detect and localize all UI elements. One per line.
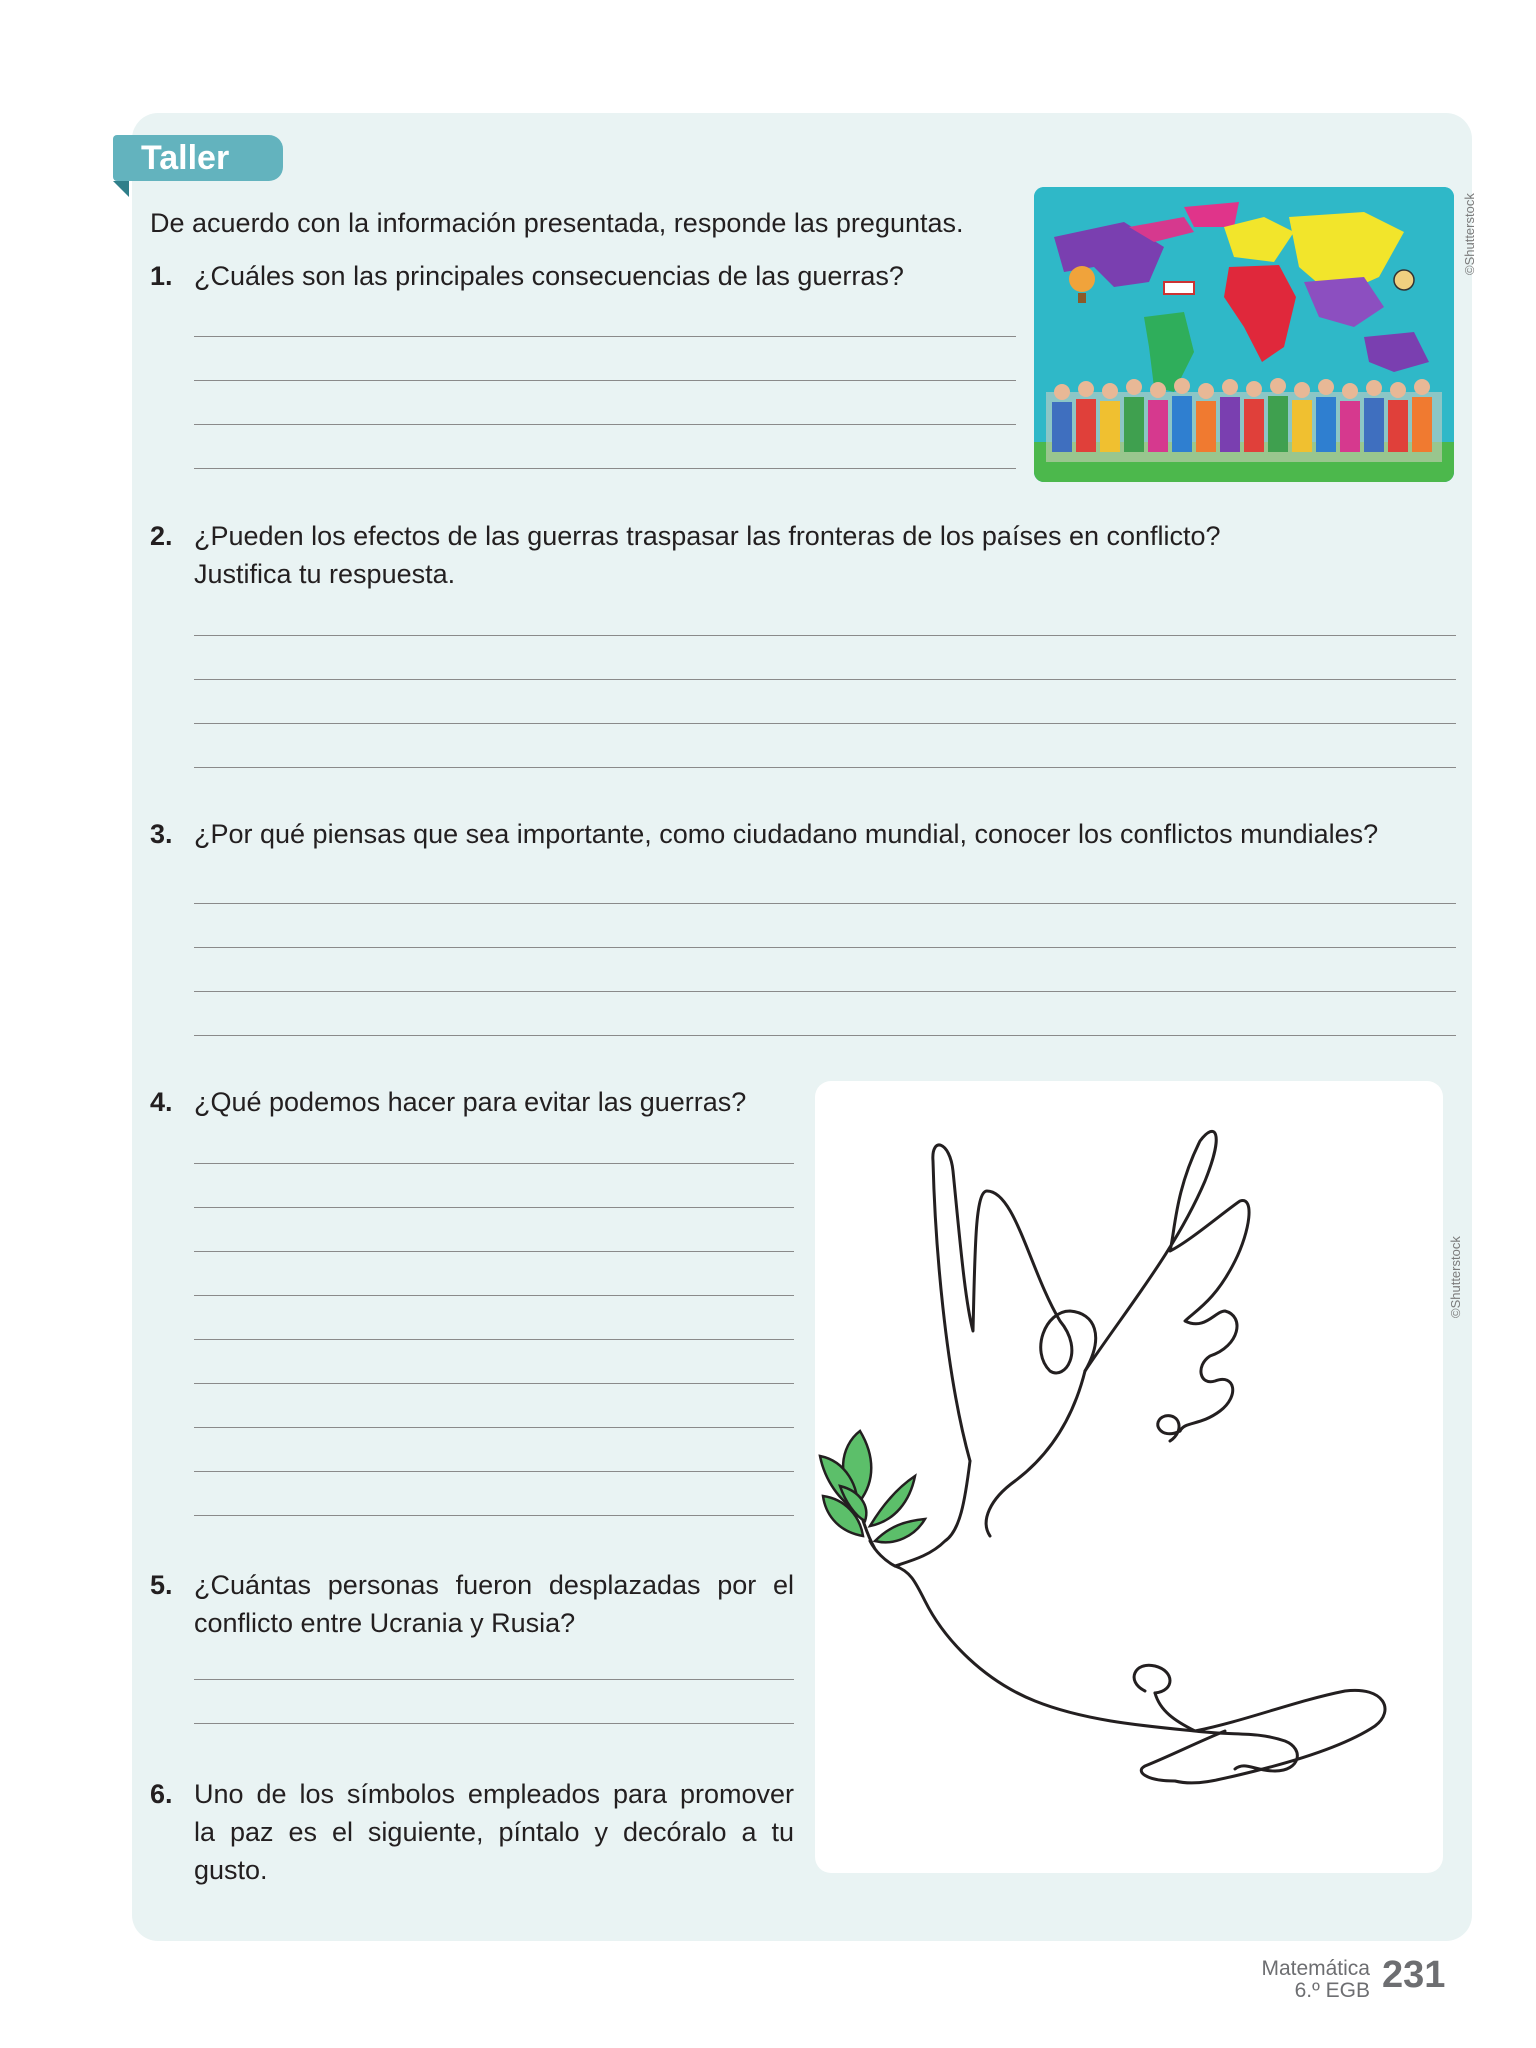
intro-text: De acuerdo con la información presentada, responde las preguntas. — [150, 208, 964, 238]
question-3-text: ¿Por qué piensas que sea importante, como ciudadano mundial, conocer los conflictos mundiales? — [194, 819, 1379, 849]
olive-leaves-icon — [820, 1431, 925, 1542]
tab-fold — [113, 181, 129, 197]
answer-line[interactable] — [194, 1251, 794, 1252]
question-2-number: 2. — [150, 521, 173, 551]
question-2-text-line-2: Justifica tu respuesta. — [194, 559, 456, 589]
answer-line[interactable] — [194, 1295, 794, 1296]
page-number: 231 — [1382, 1954, 1446, 1996]
answer-line[interactable] — [194, 1679, 794, 1680]
answer-line[interactable] — [194, 1163, 794, 1164]
answer-line[interactable] — [194, 1207, 794, 1208]
answer-line[interactable] — [194, 1515, 794, 1516]
answer-line[interactable] — [194, 1383, 794, 1384]
answer-line[interactable] — [194, 1723, 794, 1724]
question-1-text: ¿Cuáles son las principales consecuencias de las guerras? — [194, 261, 904, 291]
answer-line[interactable] — [194, 1339, 794, 1340]
answer-line[interactable] — [194, 380, 1016, 381]
question-4-text: ¿Qué podemos hacer para evitar las guerras? — [194, 1087, 747, 1117]
question-2-text-line-1: ¿Pueden los efectos de las guerras traspasar las fronteras de los países en conflicto? — [194, 521, 1221, 551]
question-1-number: 1. — [150, 261, 173, 291]
answer-line[interactable] — [194, 723, 1456, 724]
children-world-map-photo — [1034, 187, 1454, 482]
answer-line[interactable] — [194, 991, 1456, 992]
photo-credit: ©Shutterstock — [1462, 193, 1477, 275]
question-6-text-line-1: Uno de los símbolos empleados para promover — [194, 1779, 794, 1809]
question-5-text-line-2: conflicto entre Ucrania y Rusia? — [194, 1608, 576, 1638]
question-6-text-line-2: la paz es el siguiente, píntalo y decóralo a tu — [194, 1817, 794, 1847]
answer-line[interactable] — [194, 468, 1016, 469]
answer-line[interactable] — [194, 336, 1016, 337]
answer-line[interactable] — [194, 1035, 1456, 1036]
answer-line[interactable] — [194, 767, 1456, 768]
answer-line[interactable] — [194, 903, 1456, 904]
dove-credit: ©Shutterstock — [1448, 1236, 1463, 1318]
answer-line[interactable] — [194, 1427, 794, 1428]
question-6-text-line-3: gusto. — [194, 1855, 268, 1885]
question-3-number: 3. — [150, 819, 173, 849]
answer-line[interactable] — [194, 1471, 794, 1472]
footer-subject: Matemática — [1261, 1957, 1370, 1980]
world-map-illustration — [1034, 187, 1454, 482]
peace-dove-drawing-area[interactable] — [815, 1081, 1443, 1873]
workshop-tab: Taller — [113, 135, 283, 181]
question-4-number: 4. — [150, 1087, 173, 1117]
peace-dove-icon — [815, 1081, 1443, 1873]
question-5-text-line-1: ¿Cuántas personas fueron desplazadas por el — [194, 1570, 794, 1600]
answer-line[interactable] — [194, 635, 1456, 636]
answer-line[interactable] — [194, 679, 1456, 680]
question-6-number: 6. — [150, 1779, 173, 1809]
answer-line[interactable] — [194, 424, 1016, 425]
footer-grade: 6.º EGB — [1294, 1979, 1370, 2002]
question-5-number: 5. — [150, 1570, 173, 1600]
answer-line[interactable] — [194, 947, 1456, 948]
